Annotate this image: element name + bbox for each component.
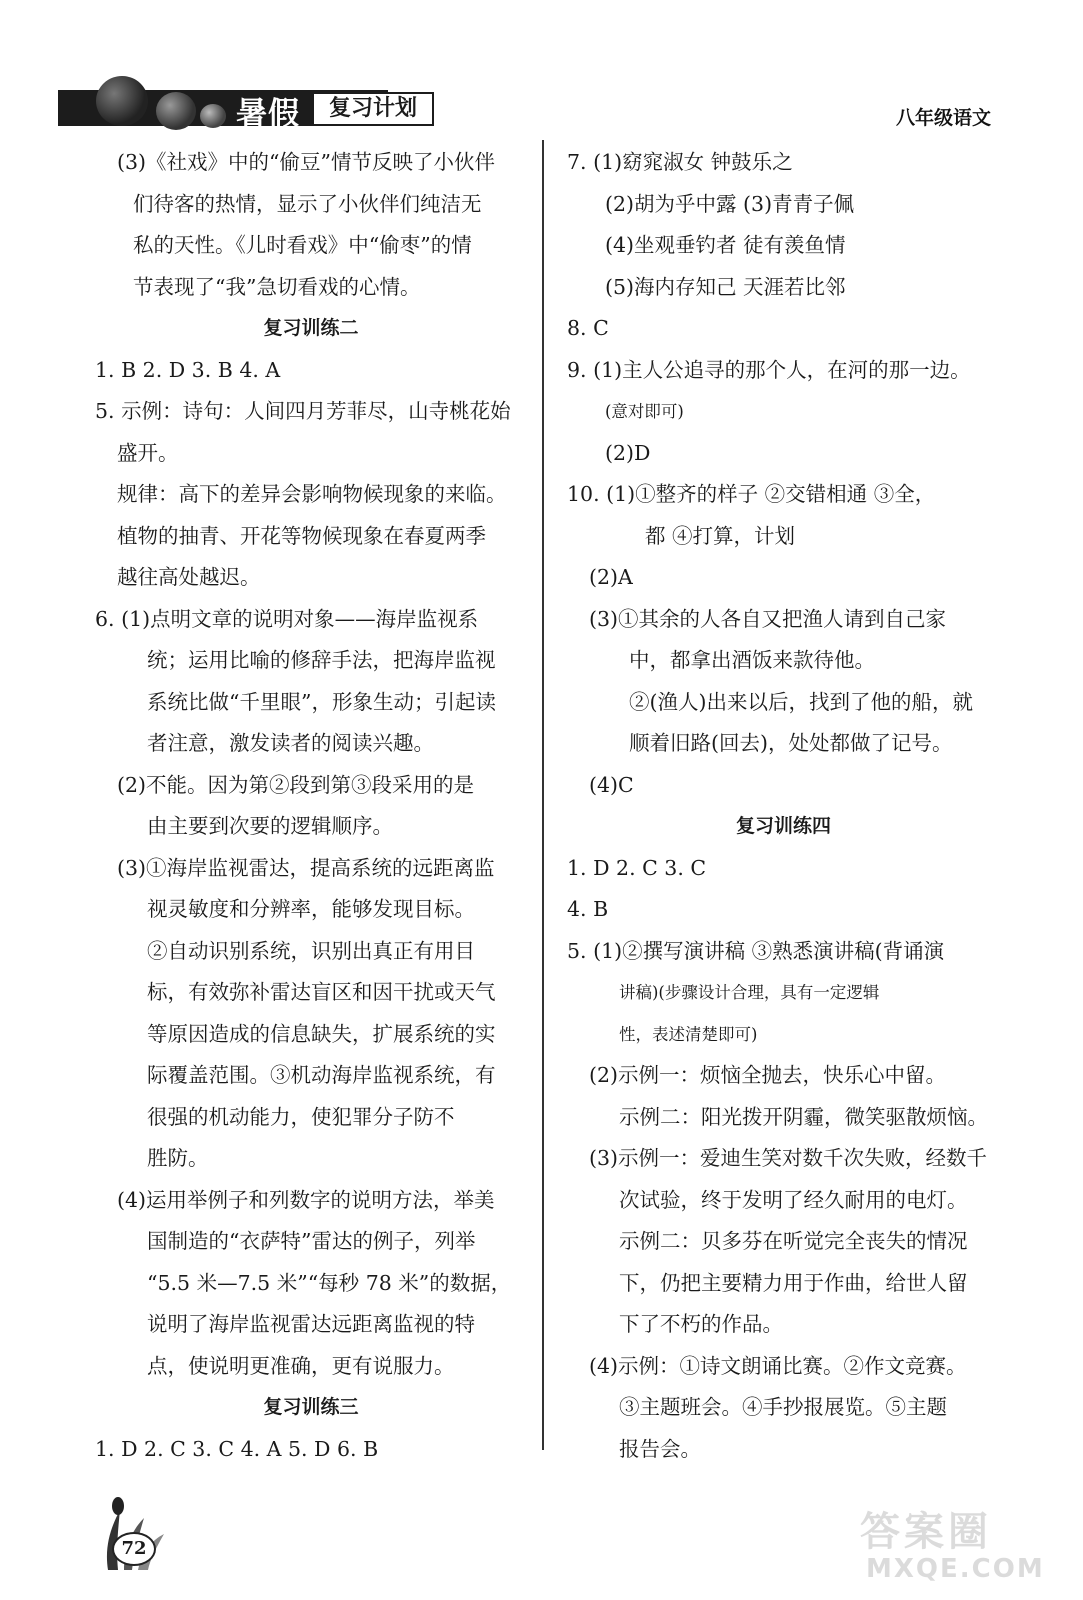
answer-line: 顺着旧路(回去)，处处都做了记号。 (629, 731, 953, 755)
section-heading: 复习训练三 (263, 1396, 359, 1418)
answer-line: ②自动识别系统，识别出真正有用目 (147, 938, 475, 963)
answer-line: (2)A (589, 565, 633, 589)
answer-line: 7. (1)窈窕淑女 钟鼓乐之 (567, 150, 793, 174)
right-answer-column (567, 142, 1000, 1470)
answer-line: 胜防。 (147, 1146, 209, 1170)
answer-line: 1. B 2. D 3. B 4. A (95, 357, 281, 382)
answer-line: 1. D 2. C 3. C (567, 855, 707, 880)
answer-line: 5. 示例：诗句：人间四月芳菲尽，山寺桃花始 (95, 399, 511, 423)
answer-line: 节表现了“我”急切看戏的心情。 (133, 274, 421, 299)
page-number: 72 (112, 1532, 156, 1566)
answer-line: (意对即可) (605, 402, 684, 421)
answer-line: (2)D (605, 440, 651, 465)
answer-line: 植物的抽青、开花等物候现象在春夏两季 (117, 523, 486, 548)
answer-line: (3)①其余的人各自又把渔人请到自己家 (589, 606, 947, 631)
left-answer-column (95, 142, 527, 1470)
answer-line: 视灵敏度和分辨率，能够发现目标。 (147, 897, 475, 921)
answer-line: 下，仍把主要精力用于作曲，给世人留 (619, 1270, 968, 1295)
answer-line: 统；运用比喻的修辞手法，把海岸监视 (147, 648, 496, 672)
section-heading: 复习训练二 (263, 317, 359, 339)
answer-line: (3)示例一：爱迪生笑对数千次失败，经数千 (589, 1146, 988, 1170)
answer-line: 们待客的热情，显示了小伙伴们纯洁无 (133, 191, 482, 216)
answer-line: (2)胡为乎中露 (3)青青子佩 (605, 191, 855, 216)
answer-line: 示例二：贝多芬在听觉完全丧失的情况 (619, 1229, 968, 1253)
ball-decoration (200, 104, 226, 128)
answer-line: 5. (1)②撰写演讲稿 ③熟悉演讲稿(背诵演 (567, 938, 945, 963)
watermark-url: MXQE.COM (866, 1554, 1045, 1584)
answer-line: 讲稿)(步骤设计合理，具有一定逻辑 (619, 983, 880, 1002)
answer-line: 越往高处越迟。 (117, 565, 261, 589)
answer-line: (4)示例：①诗文朗诵比赛。②作文竞赛。 (589, 1353, 967, 1378)
answer-line: 4. B (567, 897, 609, 921)
site-watermark (860, 1500, 1070, 1590)
answer-line: 很强的机动能力，使犯罪分子防不 (147, 1104, 455, 1129)
answer-line: 性，表述清楚即可) (619, 1024, 758, 1044)
answer-line: 次试验，终于发明了经久耐用的电灯。 (619, 1187, 968, 1212)
answer-line: 标，有效弥补雷达盲区和因干扰或天气 (147, 980, 496, 1004)
banner-subtitle: 复习计划 (312, 92, 434, 126)
answer-line: “5.5 米—7.5 米”“每秒 78 米”的数据， (147, 1270, 512, 1295)
answer-line: 说明了海岸监视雷达远距离监视的特 (147, 1312, 475, 1336)
answer-line: (2)不能。因为第②段到第③段采用的是 (117, 772, 475, 797)
section-heading: 复习训练四 (735, 815, 831, 837)
answer-line: 下了不朽的作品。 (619, 1312, 783, 1336)
answer-line: 国制造的“衣萨特”雷达的例子，列举 (147, 1229, 476, 1253)
answer-line: 都 ④打算，计划 (645, 523, 796, 548)
answer-line: 盛开。 (117, 440, 179, 465)
answer-line: 10. (1)①整齐的样子 ②交错相通 ③全， (567, 482, 936, 506)
answer-line: (4)运用举例子和列数字的说明方法，举美 (117, 1187, 495, 1212)
answer-line: 6. (1)点明文章的说明对象——海岸监视系 (95, 606, 479, 631)
answer-line: 等原因造成的信息缺失，扩展系统的实 (147, 1021, 496, 1046)
answer-line: (5)海内存知己 天涯若比邻 (605, 274, 846, 299)
ball-decoration (156, 92, 196, 130)
answer-line: 私的天性。《儿时看戏》中“偷枣”的情 (133, 233, 472, 257)
answer-line: 者注意，激发读者的阅读兴趣。 (147, 731, 434, 755)
answer-line: 规律：高下的差异会影响物候现象的来临。 (117, 482, 507, 506)
grade-subject-label: 八年级语文 (895, 107, 991, 129)
answer-line: (3)①海岸监视雷达，提高系统的远距离监 (117, 855, 495, 880)
answer-line: 由主要到次要的逻辑顺序。 (147, 814, 393, 838)
answer-line: 点，使说明更准确，更有说服力。 (147, 1353, 455, 1378)
answer-line: (4)C (589, 772, 634, 797)
banner-title: 暑假 (236, 96, 300, 132)
ball-decoration (96, 76, 148, 126)
answer-line: 示例二：阳光拨开阴霾，微笑驱散烦恼。 (619, 1104, 988, 1129)
answer-line: 1. D 2. C 3. C 4. A 5. D 6. B (95, 1436, 379, 1461)
answer-line: (4)坐观垂钓者 徒有羡鱼情 (605, 233, 846, 257)
answer-line: 系统比做“千里眼”，形象生动；引起读 (147, 689, 496, 714)
answer-line: 报告会。 (619, 1436, 701, 1461)
column-divider (542, 140, 544, 1450)
answer-line: ③主题班会。④手抄报展览。⑤主题 (619, 1395, 947, 1419)
answer-line: 8. C (567, 316, 609, 340)
answer-line: 9. (1)主人公追寻的那个人，在河的那一边。 (567, 357, 971, 382)
watermark-text: 答案圈 (860, 1509, 992, 1555)
answer-line: ②(渔人)出来以后，找到了他的船，就 (629, 689, 973, 714)
header-banner (58, 76, 417, 132)
answer-line: 中，都拿出酒饭来款待他。 (629, 648, 875, 672)
answer-line: (2)示例一：烦恼全抛去，快乐心中留。 (589, 1063, 947, 1087)
answer-line: (3)《社戏》中的“偷豆”情节反映了小伙伴 (117, 150, 495, 174)
answer-line: 际覆盖范围。③机动海岸监视系统，有 (147, 1063, 496, 1087)
